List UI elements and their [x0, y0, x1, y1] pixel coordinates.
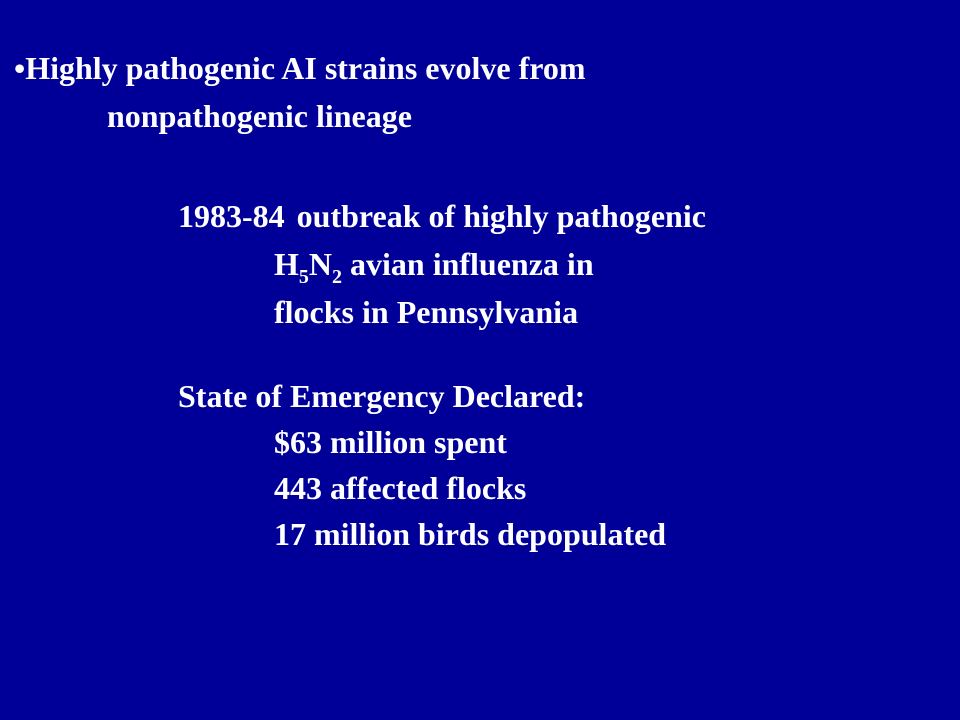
outbreak-location: flocks in Pennsylvania: [274, 294, 579, 330]
outbreak-line: [178, 200, 706, 232]
subtype-n: N: [308, 246, 332, 282]
bullet-text-line2: nonpathogenic lineage: [107, 98, 412, 134]
emergency-heading: State of Emergency Declared:: [178, 378, 586, 414]
emergency-item-birds: 17 million birds depopulated: [274, 516, 667, 552]
subtype-rest: avian influenza in: [342, 246, 594, 282]
subtype-n-subscript: 2: [332, 266, 342, 288]
bullet-text-line1: Highly pathogenic AI strains evolve from: [25, 50, 586, 86]
subtype-h: H: [274, 246, 299, 282]
subtype-line: [274, 246, 594, 288]
outbreak-description: outbreak of highly pathogenic: [296, 198, 706, 234]
emergency-item-flocks: 443 affected flocks: [274, 470, 527, 506]
outbreak-year: 1983-84: [178, 198, 285, 234]
subtype-h-subscript: 5: [298, 266, 309, 288]
bullet-marker: •: [14, 50, 26, 86]
bullet-point: [14, 52, 586, 84]
emergency-item-cost: $63 million spent: [274, 424, 507, 460]
